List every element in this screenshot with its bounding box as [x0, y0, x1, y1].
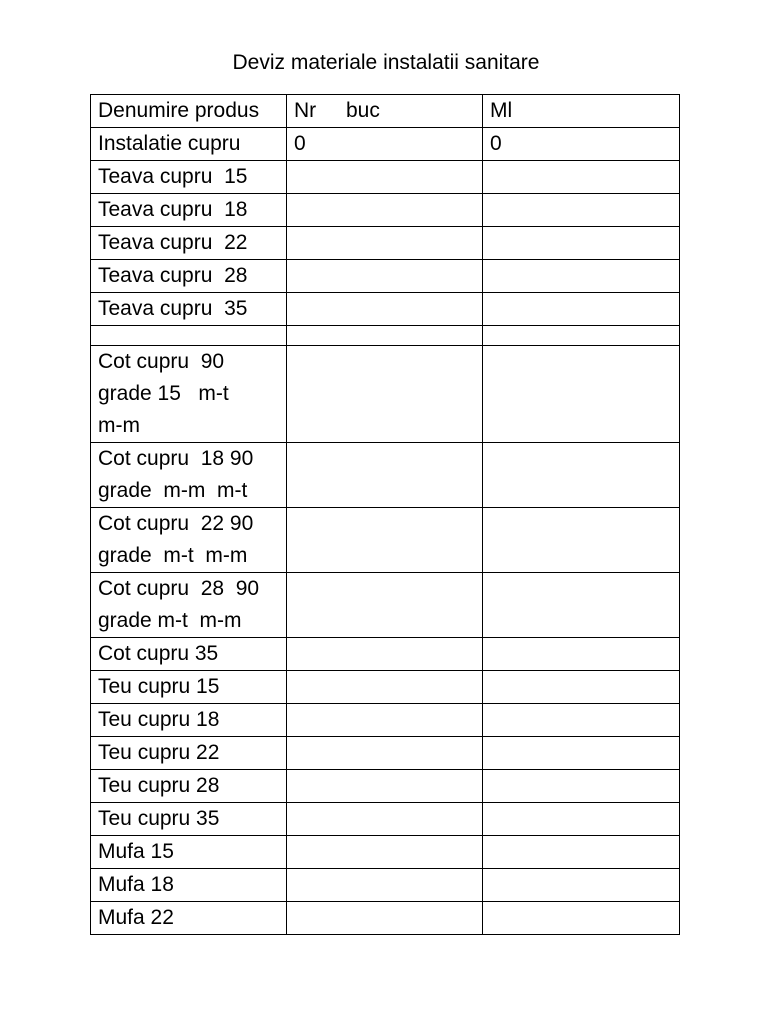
product-cell: [91, 803, 287, 836]
ml-cell: [483, 737, 680, 770]
ml-cell: [483, 260, 680, 293]
count-cell: [287, 573, 483, 638]
header-ml-label: Ml: [490, 99, 513, 122]
count-cell: [287, 508, 483, 573]
table-row-empty: [91, 326, 680, 346]
ml-cell: [483, 326, 680, 346]
product-cell: [91, 869, 287, 902]
document-title: Deviz materiale instalatii sanitare: [232, 51, 540, 74]
header-cell-ml: [483, 95, 680, 128]
count-cell: [287, 346, 483, 443]
table-row: [91, 737, 680, 770]
ml-cell: [483, 161, 680, 194]
product-name: Mufa 18: [98, 873, 174, 896]
ml-cell: [483, 869, 680, 902]
count-cell: [287, 902, 483, 935]
ml-cell: [483, 128, 680, 161]
ml-cell: [483, 671, 680, 704]
table-row: [91, 638, 680, 671]
count-cell: [287, 293, 483, 326]
count-cell: [287, 638, 483, 671]
table-row: [91, 836, 680, 869]
materials-table: [90, 94, 680, 935]
table-row: [91, 227, 680, 260]
product-name: Cot cupru 28 90 grade m-t m-m: [98, 577, 260, 632]
product-name: Cot cupru 90 grade 15 m-t m-m: [98, 350, 229, 437]
header-product-label: Denumire produs: [98, 99, 260, 122]
product-name: Cot cupru 22 90 grade m-t m-m: [98, 512, 254, 567]
table-row: [91, 671, 680, 704]
table-header-row: [91, 95, 680, 128]
product-name: Teava cupru 15: [98, 165, 248, 188]
product-name: Cot cupru 35: [98, 642, 219, 665]
product-name: Teu cupru 22: [98, 741, 220, 764]
product-name: Teu cupru 18: [98, 708, 220, 731]
product-cell: [91, 737, 287, 770]
ml-value: 0: [490, 132, 502, 155]
product-cell: [91, 194, 287, 227]
count-cell: [287, 869, 483, 902]
count-cell: [287, 803, 483, 836]
count-cell: [287, 704, 483, 737]
product-cell: [91, 573, 287, 638]
count-cell: [287, 671, 483, 704]
count-cell: [287, 737, 483, 770]
ml-cell: [483, 443, 680, 508]
product-cell: [91, 508, 287, 573]
product-cell: [91, 836, 287, 869]
header-cell-product: [91, 95, 287, 128]
product-name: Cot cupru 18 90 grade m-m m-t: [98, 447, 254, 502]
ml-cell: [483, 638, 680, 671]
ml-cell: [483, 508, 680, 573]
product-name: Teava cupru 18: [98, 198, 248, 221]
count-cell: [287, 128, 483, 161]
table-row: [91, 194, 680, 227]
product-name: Teu cupru 28: [98, 774, 220, 797]
product-cell: [91, 161, 287, 194]
header-nr-label: Nr: [294, 99, 317, 122]
count-cell: [287, 161, 483, 194]
table-row: [91, 573, 680, 638]
table-row: [91, 902, 680, 935]
product-name: Teu cupru 15: [98, 675, 220, 698]
product-name: Teava cupru 22: [98, 231, 248, 254]
product-cell: [91, 671, 287, 704]
product-cell: [91, 128, 287, 161]
table-row: [91, 508, 680, 573]
product-cell: [91, 902, 287, 935]
table-row: [91, 803, 680, 836]
ml-cell: [483, 227, 680, 260]
count-cell: [287, 260, 483, 293]
product-cell: [91, 326, 287, 346]
table-row: [91, 770, 680, 803]
product-cell: [91, 638, 287, 671]
count-cell: [287, 227, 483, 260]
ml-cell: [483, 194, 680, 227]
header-buc-label: buc: [346, 99, 380, 122]
ml-cell: [483, 346, 680, 443]
count-cell: [287, 836, 483, 869]
table-row: [91, 293, 680, 326]
count-cell: [287, 443, 483, 508]
product-cell: [91, 227, 287, 260]
table-row: [91, 704, 680, 737]
product-cell: [91, 293, 287, 326]
product-cell: [91, 260, 287, 293]
ml-cell: [483, 293, 680, 326]
count-cell: [287, 326, 483, 346]
ml-cell: [483, 836, 680, 869]
product-cell: [91, 704, 287, 737]
ml-cell: [483, 770, 680, 803]
product-name: Mufa 22: [98, 906, 174, 929]
table-row: [91, 869, 680, 902]
product-name: Teu cupru 35: [98, 807, 220, 830]
count-cell: [287, 770, 483, 803]
header-cell-count: [287, 95, 483, 128]
ml-cell: [483, 573, 680, 638]
count-cell: [287, 194, 483, 227]
table-row: [91, 161, 680, 194]
table-row: [91, 443, 680, 508]
product-name: Instalatie cupru: [98, 132, 241, 155]
product-name: Mufa 15: [98, 840, 174, 863]
product-name: Teava cupru 35: [98, 297, 248, 320]
product-cell: [91, 346, 287, 443]
product-name: Teava cupru 28: [98, 264, 248, 287]
table-row: [91, 260, 680, 293]
ml-cell: [483, 704, 680, 737]
ml-cell: [483, 803, 680, 836]
product-cell: [91, 770, 287, 803]
count-value: 0: [294, 132, 306, 155]
table-row: [91, 346, 680, 443]
table-row: [91, 128, 680, 161]
product-cell: [91, 443, 287, 508]
ml-cell: [483, 902, 680, 935]
